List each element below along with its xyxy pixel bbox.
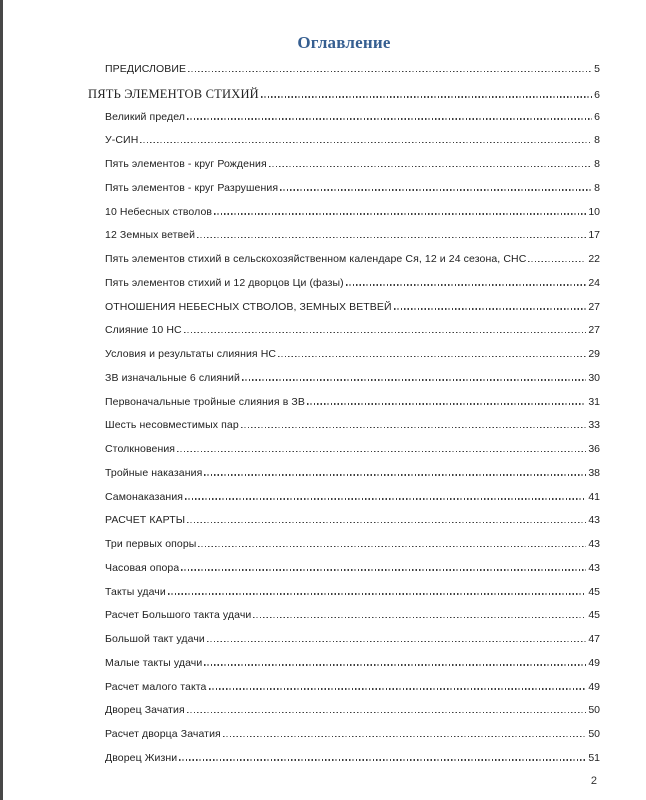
toc-entry[interactable] [105,296,600,320]
toc-entry[interactable] [105,201,600,225]
dot-leader [528,261,586,262]
toc-entry[interactable] [105,272,600,296]
toc-entry-page: 36 [588,443,600,455]
toc-entry-label: Пять элементов стихий и 12 дворцов Ци (фазы) [105,276,344,289]
dot-leader [187,522,586,523]
toc-entry-page: 17 [588,229,600,242]
toc-entry-page: 50 [588,728,600,740]
toc-entry[interactable] [105,604,600,628]
toc-entry-label: ОТНОШЕНИЯ НЕБЕСНЫХ СТВОЛОВ, ЗЕМНЫХ ВЕТВЕЙ [105,300,392,313]
dot-leader [168,593,586,594]
toc-entry-page: 10 [588,205,600,218]
toc-entry[interactable] [105,343,600,367]
dot-leader [278,356,586,357]
toc-entry-label: Часовая опора [105,561,180,574]
dot-leader [187,712,587,713]
toc-entry-label: Расчет малого такта [105,680,207,693]
dot-leader [177,451,586,452]
toc-entry[interactable] [105,462,600,486]
toc-entry-label: Большой такт удачи [105,633,205,645]
toc-entry-page: 50 [588,704,600,717]
toc-entry-label: ПЯТЬ ЭЛЕМЕНТОВ СТИХИЙ [88,86,259,101]
toc-entry-page: 43 [588,538,600,550]
toc-entry-label: Пять элементов - круг Разрушения [105,181,279,194]
dot-leader [198,546,586,547]
toc-entry[interactable] [105,509,600,533]
toc-entry-page: 24 [588,276,600,289]
dot-leader [214,213,586,214]
dot-leader [204,664,586,665]
page-number: 2 [590,775,597,787]
dot-leader [280,189,592,190]
dot-leader [261,96,592,97]
toc-entry[interactable] [105,676,600,700]
toc-entry-label: Шесть несовместимых пар [105,419,239,432]
toc-entry-label: Такты удачи [105,585,166,598]
dot-leader [179,759,586,760]
toc-entry-label: Великий предел [105,110,186,123]
toc-entry-label: ПРЕДИСЛОВИЕ [105,63,187,75]
dot-leader [197,237,586,238]
toc-entry-label: Пять элементов - круг Рождения [105,158,267,170]
toc-entry[interactable] [105,747,600,771]
dot-leader [209,688,587,689]
toc-entry-page: 43 [588,514,600,527]
toc-entry-label: Дворец Жизни [105,751,178,764]
toc-entry-page: 38 [588,466,600,479]
toc-entry-label: Условия и результаты слияния НС [105,348,277,360]
toc-entry[interactable] [105,652,600,676]
toc-entry-page: 49 [588,680,600,693]
toc-entry-page: 5 [594,63,600,75]
toc-entry[interactable] [105,581,600,605]
dot-leader [185,498,586,499]
toc-entry[interactable] [105,129,600,153]
dot-leader [140,142,592,143]
toc-entry[interactable] [88,82,600,106]
toc-entry-page: 51 [588,751,600,764]
toc-entry[interactable] [105,106,600,130]
toc-entry-page: 29 [588,348,600,360]
dot-leader [223,736,586,737]
toc-entry-label: Дворец Зачатия [105,704,185,717]
toc-entry-page: 30 [588,371,600,384]
toc-entry[interactable] [105,248,600,272]
dot-leader [269,166,592,167]
toc-entry-page: 6 [594,110,600,123]
toc-entry-page: 8 [594,134,600,147]
toc-entry[interactable] [105,367,600,391]
dot-leader [204,474,586,475]
toc-entry-label: У-СИН [105,134,139,147]
page-edge [0,0,3,800]
toc-list [88,58,600,771]
toc-entry-page: 45 [588,609,600,622]
toc-entry[interactable] [105,319,600,343]
toc-entry-label: Первоначальные тройные слияния в ЗВ [105,395,305,408]
toc-entry-label: Тройные наказания [105,466,203,479]
toc-title: Оглавление [297,33,391,52]
toc-entry-label: РАСЧЕТ КАРТЫ [105,514,186,527]
dot-leader [188,71,592,72]
toc-entry[interactable] [105,723,600,747]
toc-entry[interactable] [105,533,600,557]
toc-entry[interactable] [105,414,600,438]
toc-entry-label: ЗВ изначальные 6 слияний [105,371,240,384]
toc-entry[interactable] [105,486,600,510]
toc-entry-label: Малые такты удачи [105,656,203,669]
toc-entry-page: 31 [588,395,600,408]
dot-leader [207,641,586,642]
toc-entry-label: Столкновения [105,443,176,455]
dot-leader [181,569,586,570]
dot-leader [253,617,586,618]
dot-leader [394,308,587,309]
toc-entry[interactable] [105,557,600,581]
dot-leader [346,284,587,285]
toc-entry-page: 8 [594,158,600,170]
toc-entry-label: Пять элементов стихий в сельскохозяйственном календаре Ся, 12 и 24 сезона, СНС [105,253,527,265]
dot-leader [184,332,587,333]
toc-entry-page: 43 [588,561,600,574]
toc-entry-page: 33 [588,419,600,432]
toc-entry-page: 47 [588,633,600,645]
toc-entry-label: Самонаказания [105,490,184,503]
dot-leader [307,403,586,404]
toc-entry[interactable] [105,391,600,415]
toc-entry-page: 45 [588,585,600,598]
toc-entry-page: 22 [588,253,600,265]
toc-entry-page: 8 [594,181,600,194]
toc-entry-page: 41 [588,490,600,503]
dot-leader [187,118,592,119]
toc-entry[interactable] [105,699,600,723]
toc-entry-label: 10 Небесных стволов [105,205,213,218]
toc-entry-label: Расчет дворца Зачатия [105,728,221,740]
toc-entry-page: 27 [588,300,600,313]
toc-entry[interactable] [105,58,600,82]
dot-leader [241,427,587,428]
toc-entry-label: Три первых опоры [105,538,197,550]
toc-entry[interactable] [105,177,600,201]
toc-entry[interactable] [105,438,600,462]
toc-entry-page: 49 [588,656,600,669]
toc-entry[interactable] [105,224,600,248]
toc-entry-label: Слияние 10 НС [105,324,182,337]
toc-entry-label: Расчет Большого такта удачи [105,609,252,622]
toc-entry-page: 6 [594,88,600,101]
toc-entry[interactable] [105,153,600,177]
toc-entry[interactable] [105,628,600,652]
toc-entry-page: 27 [588,324,600,337]
toc-entry-label: 12 Земных ветвей [105,229,196,242]
dot-leader [242,379,586,380]
